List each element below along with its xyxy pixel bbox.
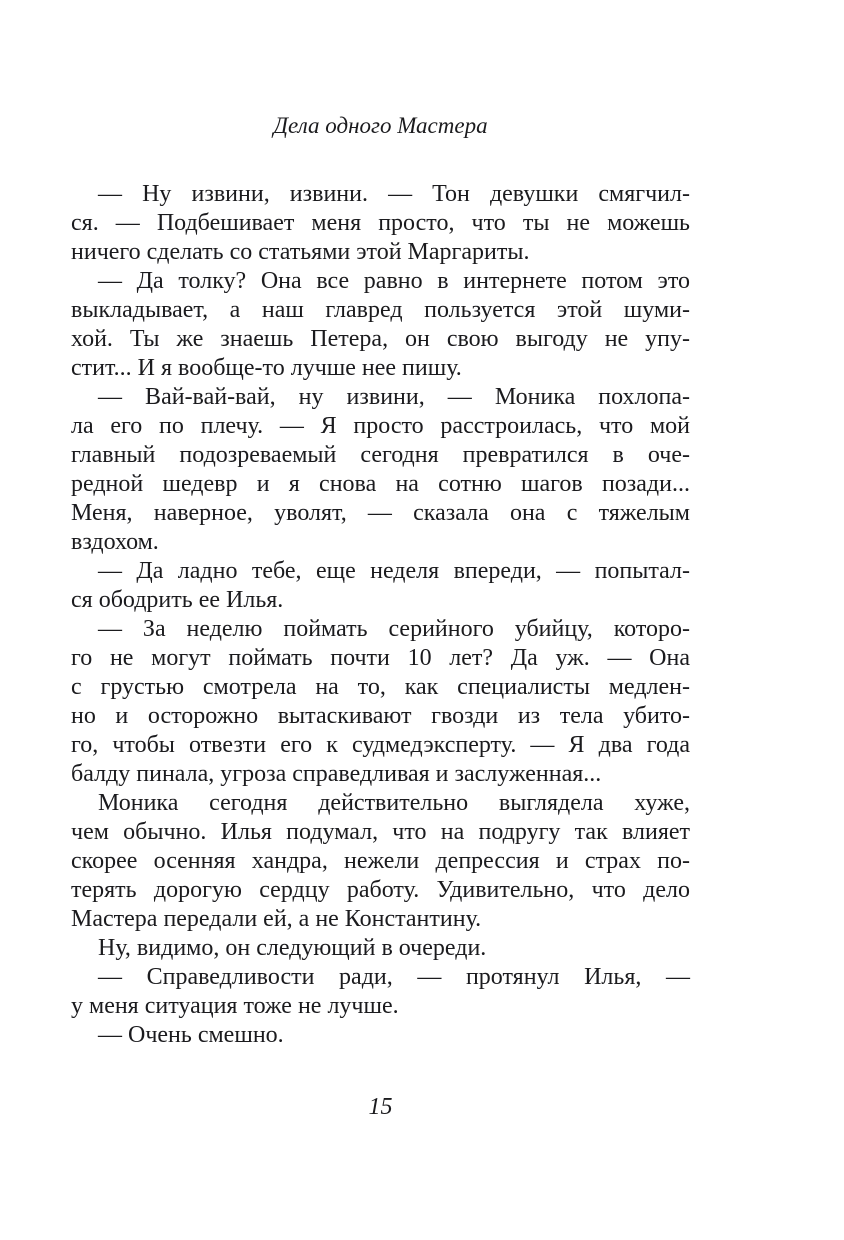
text-line: скорее осенняя хандра, нежели депрессия и страх по- xyxy=(71,848,690,874)
running-header: Дела одного Мастера xyxy=(273,113,488,138)
paragraph xyxy=(71,267,690,383)
text-line: но и осторожно вытаскивают гвозди из тела убито- xyxy=(71,703,690,729)
text-line: Мастера передали ей, а не Константину. xyxy=(71,906,482,932)
paragraph xyxy=(71,963,690,1021)
text-line: с грустью смотрела на то, как специалисты медлен- xyxy=(71,674,690,700)
text-line: — Вай-вай-вай, ну извини, — Моника похлопа- xyxy=(98,384,690,410)
text-line: ла его по плечу. — Я просто расстроилась, что мой xyxy=(71,413,690,439)
paragraph xyxy=(71,934,690,963)
text-line: выкладывает, а наш главред пользуется этой шуми- xyxy=(71,297,690,323)
paragraph xyxy=(71,789,690,934)
text-line: го, чтобы отвезти его к судмедэксперту. — Я два года xyxy=(71,732,690,758)
text-line: ся. — Подбешивает меня просто, что ты не можешь xyxy=(71,210,690,236)
paragraph xyxy=(71,557,690,615)
text-line: го не могут поймать почти 10 лет? Да уж. — Она xyxy=(71,645,690,671)
text-line: — Ну извини, извини. — Тон девушки смягчил- xyxy=(98,181,690,207)
text-line: стит... И я вообще-то лучше нее пишу. xyxy=(71,355,462,381)
text-line: — Да ладно тебе, еще неделя впереди, — попытал- xyxy=(98,558,690,584)
body-text xyxy=(71,180,690,1050)
text-line: главный подозреваемый сегодня превратился в оче- xyxy=(71,442,690,468)
paragraph xyxy=(71,180,690,267)
text-line: — За неделю поймать серийного убийцу, которо- xyxy=(98,616,690,642)
text-line: ничего сделать со статьями этой Маргариты. xyxy=(71,239,530,265)
text-line: редной шедевр и я снова на сотню шагов позади... xyxy=(71,471,690,497)
paragraph xyxy=(71,615,690,789)
text-line: терять дорогую сердцу работу. Удивительно, что дело xyxy=(71,877,690,903)
text-line: — Очень смешно. xyxy=(98,1022,284,1048)
text-line: балду пинала, угроза справедливая и заслуженная... xyxy=(71,761,602,787)
paragraph xyxy=(71,1021,690,1050)
text-line: чем обычно. Илья подумал, что на подругу так влияет xyxy=(71,819,690,845)
text-line: ся ободрить ее Илья. xyxy=(71,587,284,613)
text-line: — Справедливости ради, — протянул Илья, — xyxy=(98,964,690,990)
text-line: вздохом. xyxy=(71,529,159,555)
text-line: хой. Ты же знаешь Петера, он свою выгоду не упу- xyxy=(71,326,690,352)
text-line: у меня ситуация тоже не лучше. xyxy=(71,993,399,1019)
paragraph xyxy=(71,383,690,557)
text-line: — Да толку? Она все равно в интернете потом это xyxy=(98,268,690,294)
text-line: Меня, наверное, уволят, — сказала она с тяжелым xyxy=(71,500,690,526)
text-line: Моника сегодня действительно выглядела хуже, xyxy=(98,790,690,816)
text-line: Ну, видимо, он следующий в очереди. xyxy=(98,935,487,961)
page-number: 15 xyxy=(368,1094,393,1120)
